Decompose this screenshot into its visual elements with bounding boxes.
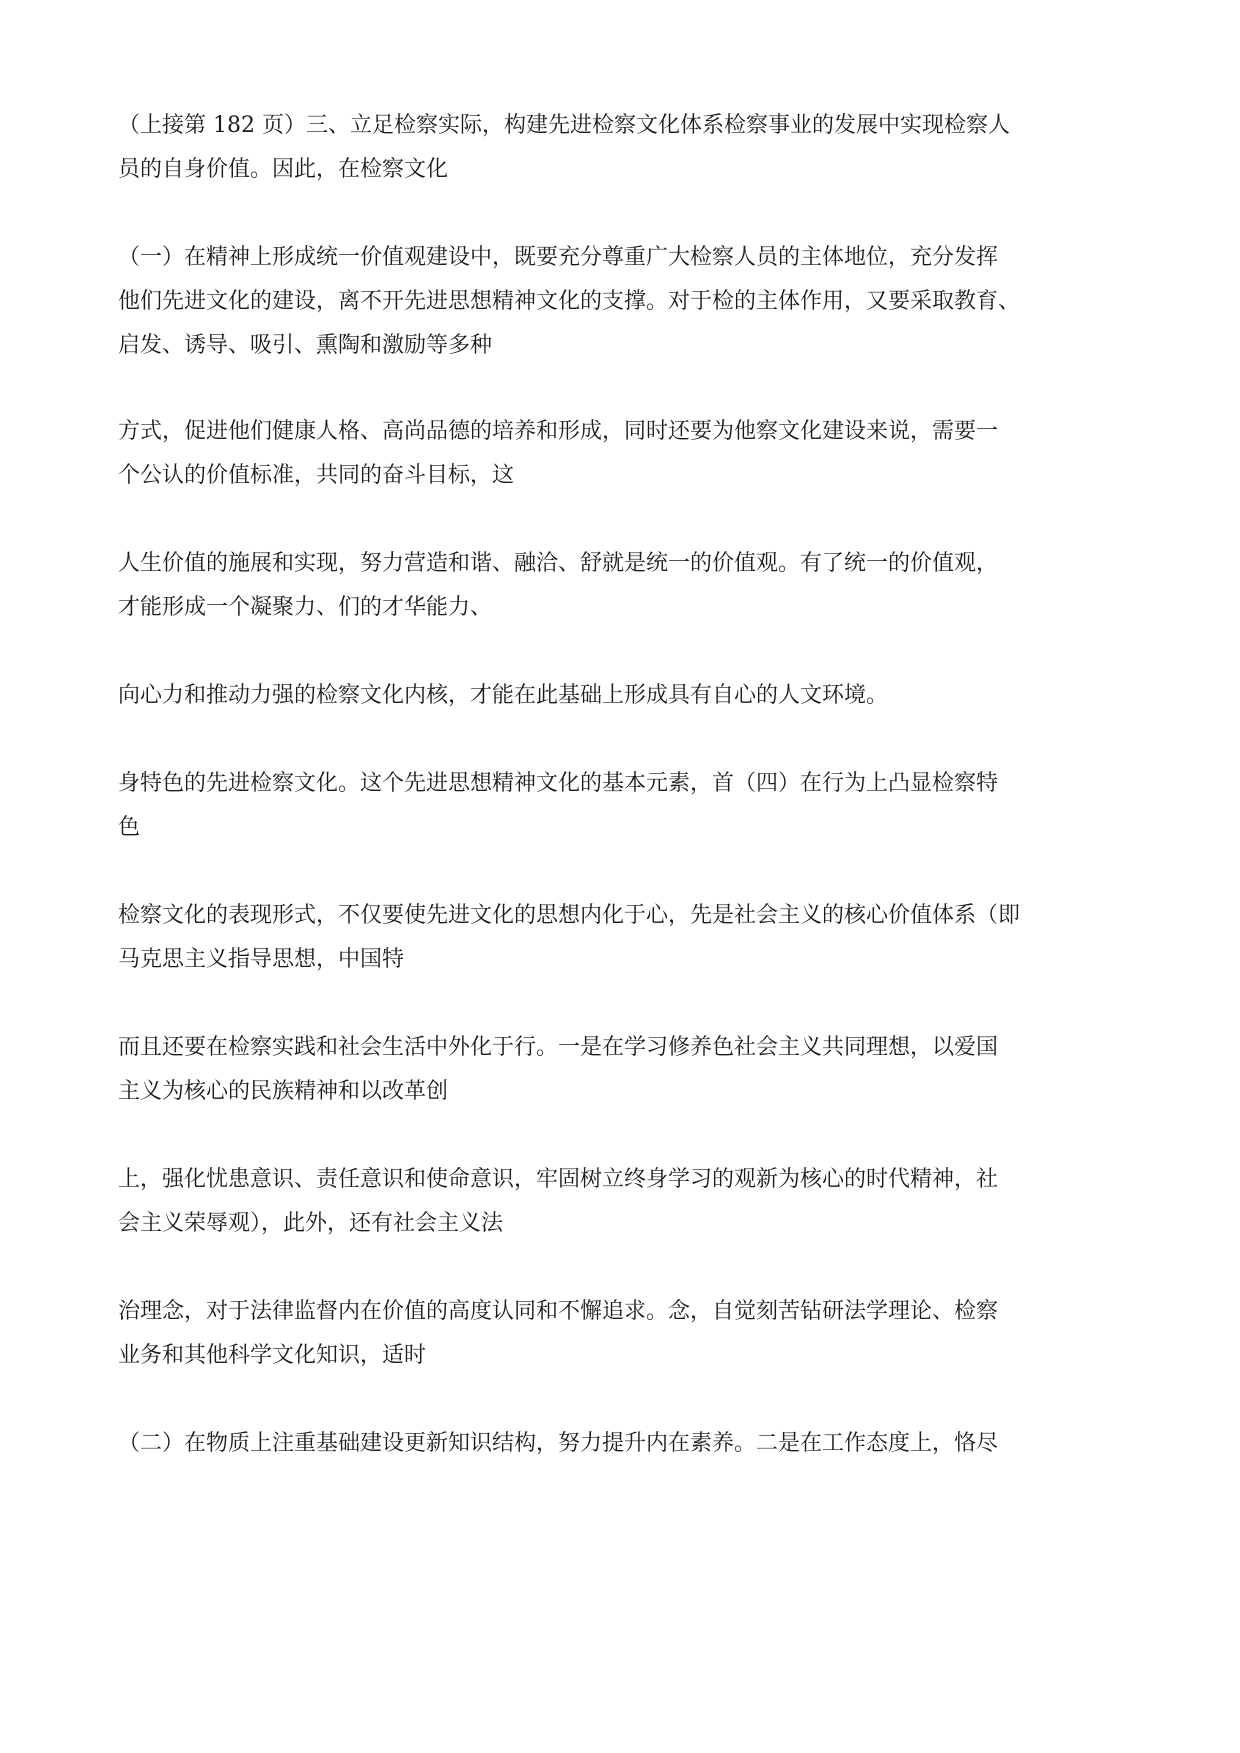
paragraph-line: 向心力和推动力强的检察文化内核，才能在此基础上形成具有自心的人文环境。 [118,683,889,708]
paragraph-line: （一）在精神上形成统一价值观建设中，既要充分尊重广大检察人员的主体地位，充分发挥 [118,245,999,270]
paragraph-10 [118,1290,1118,1378]
paragraph-line: 马克思主义指导思想，中国特 [118,947,405,972]
paragraph-4 [118,542,1118,630]
paragraph-8 [118,1026,1118,1114]
paragraph-line: 员的自身价值。因此，在检察文化 [118,157,449,182]
paragraph-9 [118,1158,1118,1246]
paragraph-line: 治理念，对于法律监督内在价值的高度认同和不懈追求。念，自觉刻苦钻研法学理论、检察 [118,1299,999,1324]
paragraph-line: 方式，促进他们健康人格、高尚品德的培养和形成，同时还要为他察文化建设来说，需要一 [118,419,999,444]
paragraph-line: 主义为核心的民族精神和以改革创 [118,1079,449,1104]
paragraph-line: 启发、诱导、吸引、熏陶和激励等多种 [118,333,493,358]
paragraph-line: 身特色的先进检察文化。这个先进思想精神文化的基本元素，首（四）在行为上凸显检察特 [118,771,999,796]
paragraph-5 [118,674,1118,718]
paragraph-line: 色 [118,815,141,840]
paragraph-6 [118,762,1118,850]
paragraph-line: 上，强化忧患意识、责任意识和使命意识，牢固树立终身学习的观新为核心的时代精神，社 [118,1167,999,1192]
paragraph-11 [118,1422,1118,1466]
paragraph-line: 会主义荣辱观），此外，还有社会主义法 [118,1211,504,1236]
paragraph-line: 业务和其他科学文化知识，适时 [118,1343,427,1368]
paragraph-line: 他们先进文化的建设，离不开先进思想精神文化的支撑。对于检的主体作用，又要采取教育、 [118,289,1021,314]
paragraph-line: 才能形成一个凝聚力、们的才华能力、 [118,595,493,620]
paragraph-2 [118,236,1118,368]
paragraph-line: （二）在物质上注重基础建设更新知识结构，努力提升内在素养。二是在工作态度上，恪尽 [118,1431,999,1456]
paragraph-line: 而且还要在检察实践和社会生活中外化于行。一是在学习修养色社会主义共同理想，以爱国 [118,1035,999,1060]
paragraph-line: （上接第 182 页）三、立足检察实际，构建先进检察文化体系检察事业的发展中实现检察人 [118,113,1010,138]
paragraph-line: 检察文化的表现形式，不仅要使先进文化的思想内化于心，先是社会主义的核心价值体系（即 [118,903,1021,928]
paragraph-1 [118,104,1118,192]
paragraph-7 [118,894,1118,982]
paragraph-line: 个公认的价值标准，共同的奋斗目标，这 [118,463,515,488]
paragraph-line: 人生价值的施展和实现，努力营造和谐、融洽、舒就是统一的价值观。有了统一的价值观， [118,551,999,576]
paragraph-3 [118,410,1118,498]
